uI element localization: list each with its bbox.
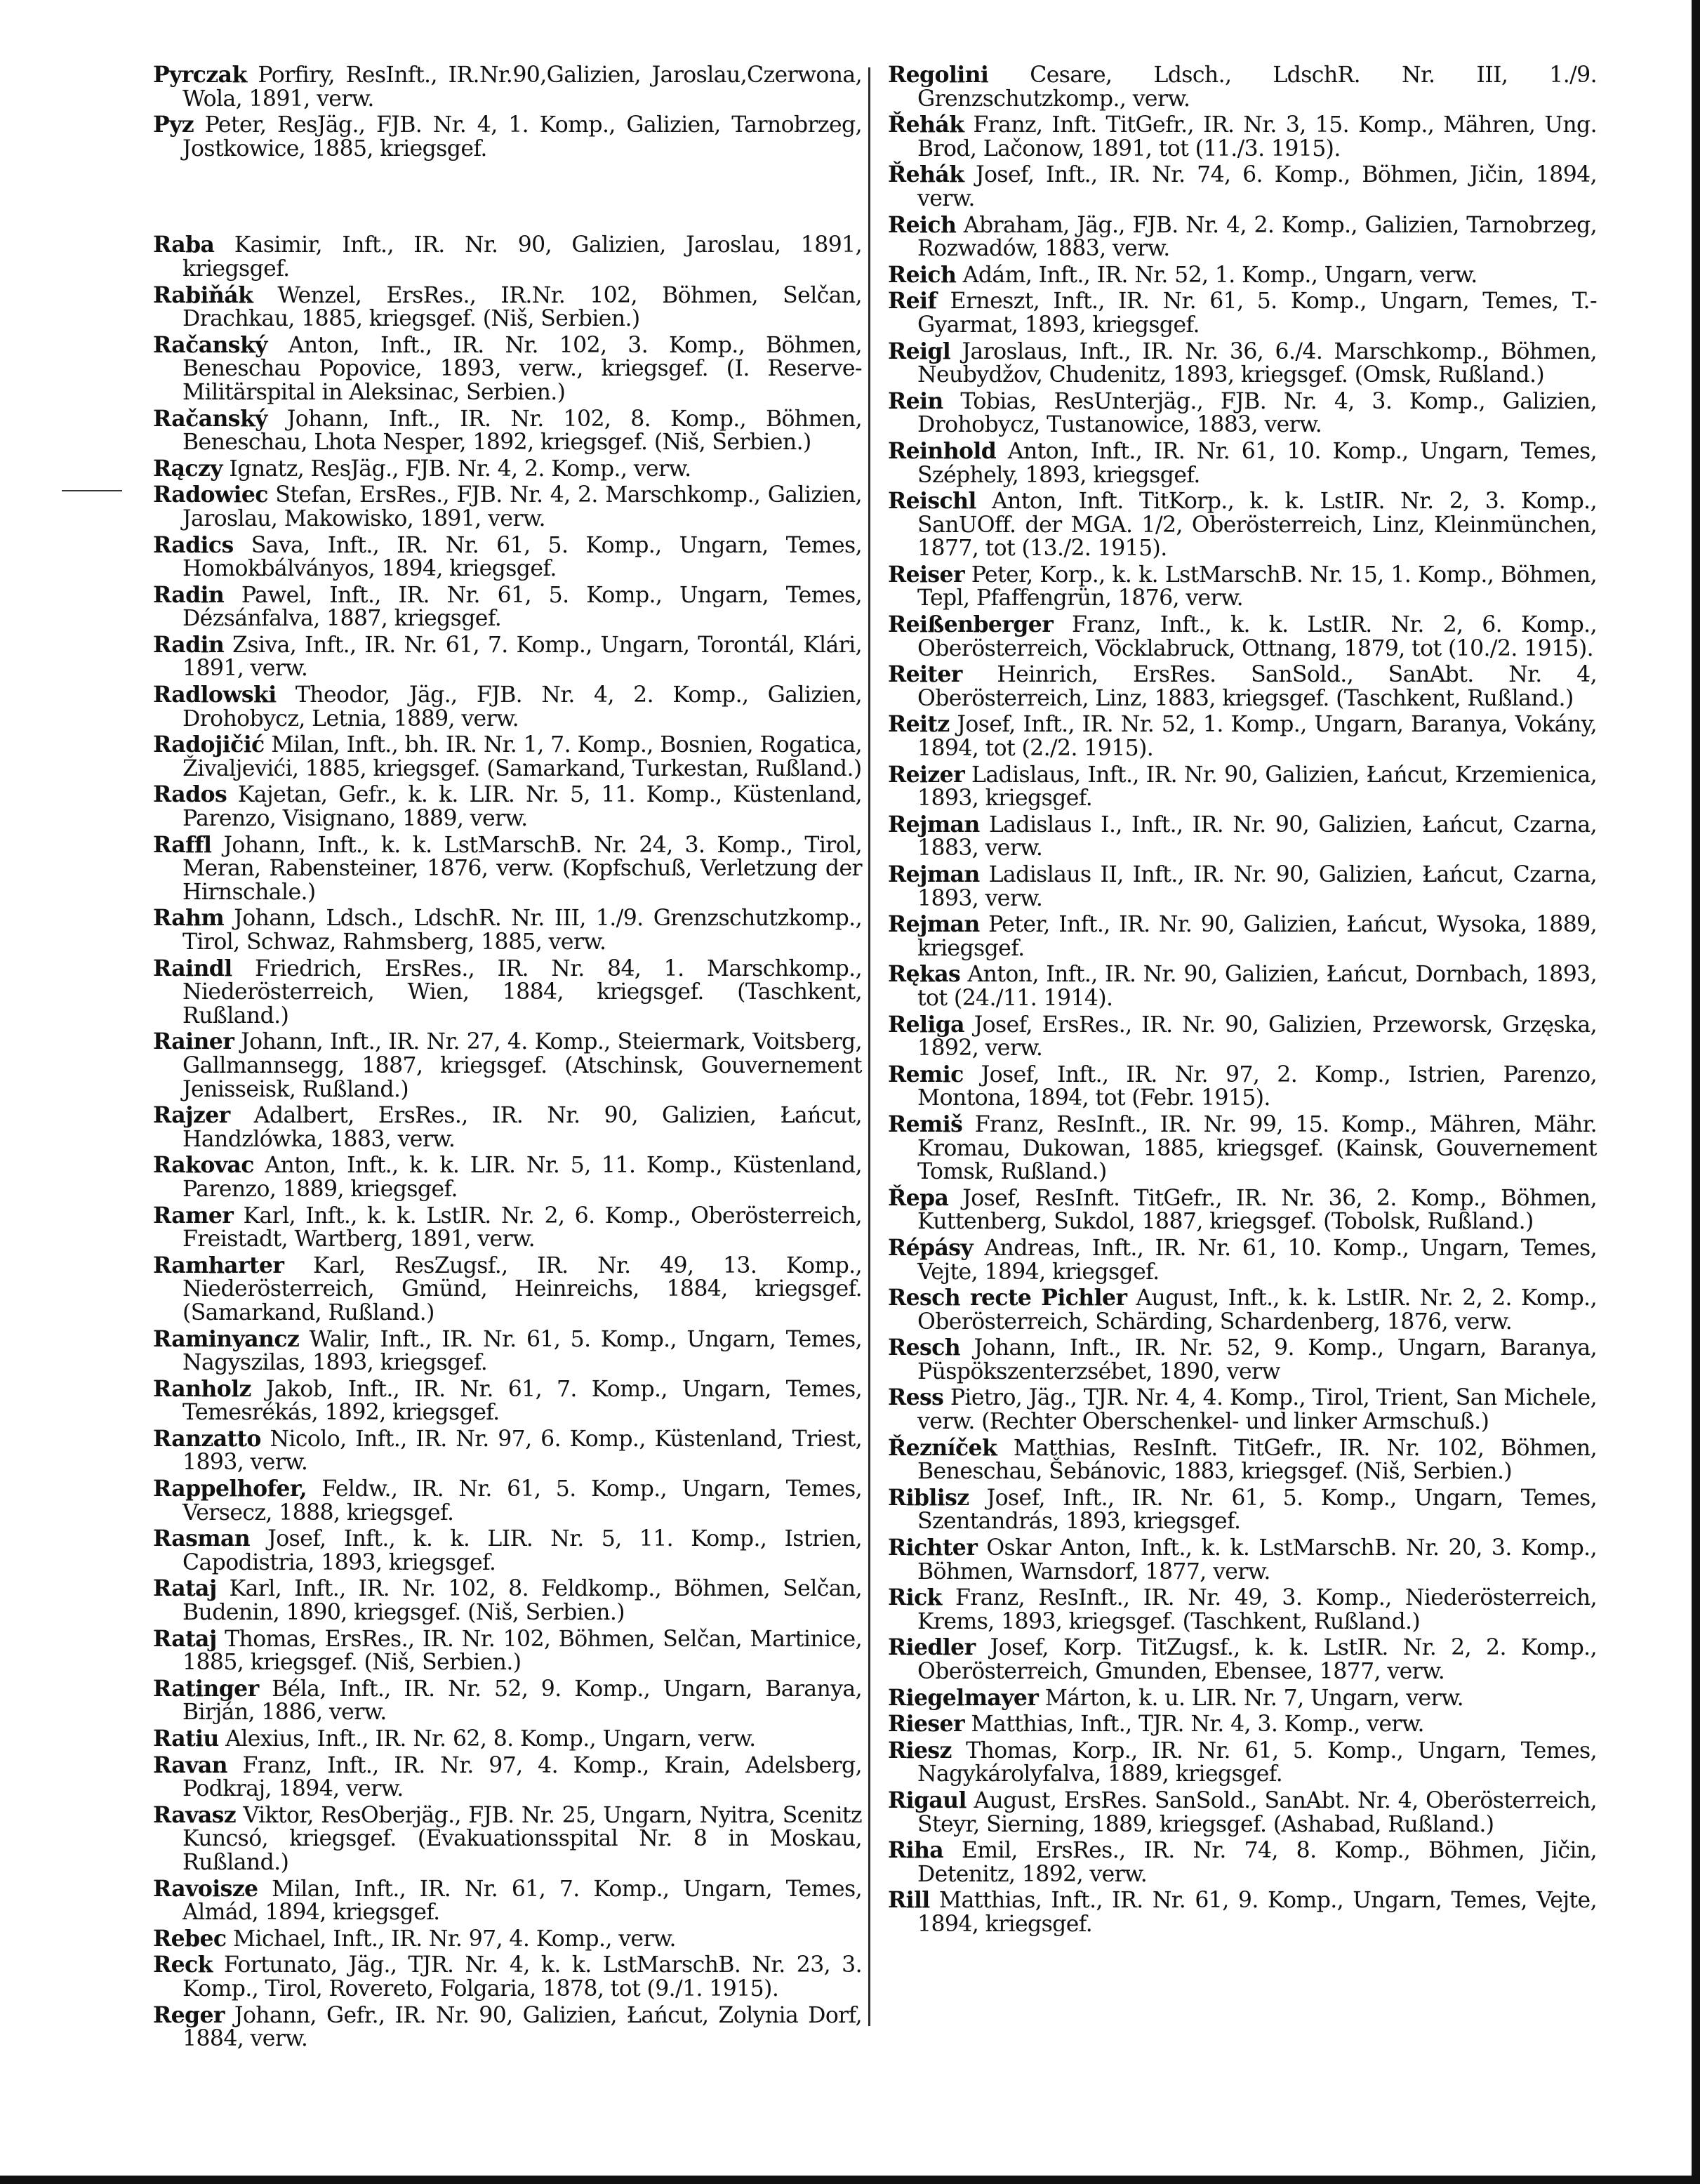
entry-details: Márton, k. u. LIR. Nr. 7, Ungarn, verw. — [1038, 1685, 1464, 1711]
scan-edge-right — [1692, 0, 1700, 2184]
casualty-entry — [153, 733, 862, 781]
casualty-entry — [153, 1377, 862, 1425]
entry-surname: Rejman — [888, 811, 980, 838]
entry-details: Porfiry, ResInft., IR.Nr.90,Galizien, Jaroslau,Czerwona, Wola, 1891, verw. — [182, 62, 862, 112]
entry-details: Ladislaus, Inft., IR. Nr. 90, Galizien, Łańcut, Krzemienica, 1893, kriegsgef. — [917, 762, 1597, 812]
casualty-entry — [153, 783, 862, 830]
casualty-entry — [153, 407, 862, 455]
entry-details: Nicolo, Inft., IR. Nr. 97, 6. Komp., Küstenland, Triest, 1893, verw. — [182, 1426, 862, 1476]
entry-details: Johann, Gefr., IR. Nr. 90, Galizien, Łańcut, Zolynia Dorf, 1884, verw. — [182, 2002, 862, 2052]
entry-surname: Račanský — [153, 405, 267, 432]
entry-details: Johann, Inft., k. k. LstMarschB. Nr. 24, 3. Komp., Tirol, Meran, Rabensteiner, 1876, verw. (Kopfschuß, Verletzung der Hirnschale.) — [182, 832, 862, 905]
casualty-entry — [888, 663, 1597, 710]
casualty-entry — [153, 1254, 862, 1325]
entry-surname: Reißenberger — [888, 611, 1054, 638]
casualty-entry — [888, 962, 1597, 1010]
entry-surname: Rill — [888, 1887, 930, 1914]
entry-surname: Rahm — [153, 905, 225, 932]
casualty-entry — [888, 439, 1597, 487]
entry-surname: Račanský — [153, 331, 267, 358]
entry-details: Milan, Inft., bh. IR. Nr. 1, 7. Komp., Bosnien, Rogatica, Živaljevići, 1885, kriegsgef. (Samarkand, Turkestan, Rußland.) — [182, 732, 862, 781]
casualty-entry — [153, 233, 862, 281]
entry-details: Michael, Inft., IR. Nr. 97, 4. Komp., verw. — [226, 1926, 676, 1952]
entry-surname: Rebec — [153, 1925, 227, 1952]
entry-surname: Pyrczak — [153, 62, 247, 88]
casualty-entry — [153, 333, 862, 405]
entry-surname: Radojičić — [153, 732, 265, 758]
entry-surname: Rabiňák — [153, 282, 253, 308]
entry-surname: Radin — [153, 631, 225, 658]
casualty-entry — [153, 531, 862, 582]
entry-details: Karl, Inft., IR. Nr. 102, 8. Feldkomp., Böhmen, Selčan, Budenin, 1890, kriegsgef. (Niš, Serbien.) — [182, 1576, 862, 1626]
casualty-entry — [153, 1627, 862, 1675]
right-column — [888, 63, 1597, 1939]
entry-surname: Rappelhofer, — [153, 1476, 307, 1502]
entry-details: Erneszt, Inft., IR. Nr. 61, 5. Komp., Ungarn, Temes, T.-Gyarmat, 1893, kriegsgef. — [917, 289, 1597, 338]
entry-surname: Reischl — [888, 488, 976, 515]
entry-surname: Ress — [888, 1384, 944, 1411]
entry-surname: Rataj — [153, 1575, 217, 1602]
entry-details: Matthias, Inft., TJR. Nr. 4, 3. Komp., verw. — [964, 1712, 1424, 1738]
entry-details: Stefan, ErsRes., FJB. Nr. 4, 2. Marschkomp., Galizien, Jaroslau, Makowisko, 1891, verw. — [182, 482, 862, 531]
entry-surname: Rączy — [153, 455, 223, 482]
entry-surname: Raffl — [153, 831, 212, 858]
entry-details: Pietro, Jäg., TJR. Nr. 4, 4. Komp., Tirol, Trient, San Michele, verw. (Rechter Oberschenkel- und linker Armschuß.) — [917, 1385, 1597, 1435]
entry-details: Walir, Inft., IR. Nr. 61, 5. Komp., Ungarn, Temes, Nagyszilas, 1893, kriegsgef. — [182, 1326, 862, 1376]
casualty-entry — [153, 957, 862, 1028]
entry-surname: Rejman — [888, 861, 980, 887]
entry-surname: Ranholz — [153, 1375, 251, 1402]
casualty-entry — [153, 1104, 862, 1151]
entry-surname: Radics — [153, 531, 234, 558]
entry-details: Oskar Anton, Inft., k. k. LstMarschB. Nr. 20, 3. Komp., Böhmen, Warnsdorf, 1877, verw. — [917, 1535, 1597, 1584]
entry-surname: Radowiec — [153, 482, 268, 508]
entry-details: Peter, ResJäg., FJB. Nr. 4, 1. Komp., Galizien, Tarnobrzeg, Jostkowice, 1885, kriegsgef. — [182, 112, 862, 161]
entry-surname: Riedler — [888, 1634, 976, 1661]
entry-details: Anton, Inft. TitKorp., k. k. LstIR. Nr. 2, 3. Komp., SanUOff. der MGA. 1/2, Oberösterreich, Linz, Kleinmünchen, 1877, tot (13./2. 1915). — [917, 489, 1597, 562]
casualty-entry — [153, 483, 862, 531]
casualty-entry — [153, 1953, 862, 2001]
entry-surname: Resch recte Pichler — [888, 1285, 1127, 1311]
entry-surname: Radin — [153, 581, 225, 608]
entry-details: Josef, Inft., IR. Nr. 52, 1. Komp., Ungarn, Baranya, Vokány, 1894, tot (2./2. 1915). — [917, 712, 1597, 762]
entry-surname: Rainer — [153, 1028, 234, 1055]
entry-details: Josef, Inft., IR. Nr. 61, 5. Komp., Ungarn, Temes, Szentandrás, 1893, kriegsgef. — [917, 1485, 1597, 1535]
casualty-entry — [153, 906, 862, 954]
entry-surname: Řehák — [888, 112, 964, 138]
entry-surname: Riegelmayer — [888, 1684, 1039, 1711]
casualty-entry — [888, 713, 1597, 760]
entry-details: Tobias, ResUnterjäg., FJB. Nr. 4, 3. Komp., Galizien, Drohobycz, Tustanowice, 1883, verw. — [917, 388, 1597, 438]
entry-surname: Ratinger — [153, 1675, 259, 1702]
entry-details: Peter, Korp., k. k. LstMarschB. Nr. 15, 1. Komp., Böhmen, Tepl, Pfaffengrün, 1876, verw. — [917, 562, 1597, 611]
casualty-entry — [888, 763, 1597, 811]
entry-details: Theodor, Jäg., FJB. Nr. 4, 2. Komp., Galizien, Drohobycz, Letnia, 1889, verw. — [182, 682, 862, 732]
entry-surname: Řepa — [888, 1184, 949, 1211]
entry-details: Viktor, ResOberjäg., FJB. Nr. 25, Ungarn, Nyitra, Scenitz Kuncsó, kriegsgef. (Evakuationsspital Nr. 8 in Moskau, Rußland.) — [182, 1802, 862, 1875]
entry-details: Pawel, Inft., IR. Nr. 61, 5. Komp., Ungarn, Temes, Dézsánfalva, 1887, kriegsgef. — [182, 582, 862, 632]
entry-details: Anton, Inft., k. k. LIR. Nr. 5, 11. Komp., Küstenland, Parenzo, 1889, kriegsgef. — [182, 1153, 862, 1202]
entry-surname: Riblisz — [888, 1484, 969, 1511]
entry-details: Thomas, ErsRes., IR. Nr. 102, Böhmen, Selčan, Martinice, 1885, kriegsgef. (Niš, Serbien.) — [182, 1626, 862, 1676]
casualty-entry — [888, 1636, 1597, 1683]
casualty-entry — [888, 1386, 1597, 1434]
entry-details: Karl, Inft., k. k. LstIR. Nr. 2, 6. Komp., Oberösterreich, Freistadt, Wartberg, 1891, verw. — [182, 1203, 862, 1252]
casualty-entry — [888, 613, 1597, 661]
casualty-entry — [153, 1754, 862, 1801]
entry-details: Franz, Inft. TitGefr., IR. Nr. 3, 15. Komp., Mähren, Ung. Brod, Lačonow, 1891, tot (11./3. 1915). — [917, 112, 1597, 161]
casualty-entry — [888, 563, 1597, 611]
entry-surname: Rejman — [888, 911, 980, 938]
entry-details: Franz, ResInft., IR. Nr. 49, 3. Komp., Niederösterreich, Krems, 1893, kriegsgef. (Taschkent, Rußland.) — [917, 1585, 1597, 1634]
casualty-entry — [153, 1030, 862, 1101]
entry-details: Matthias, ResInft. TitGefr., IR. Nr. 102, Böhmen, Beneschau, Šebánovic, 1883, kriegsgef. (Niš, Serbien.) — [917, 1435, 1597, 1485]
entry-surname: Religa — [888, 1011, 964, 1038]
casualty-entry — [888, 213, 1597, 261]
casualty-entry — [153, 1877, 862, 1925]
casualty-entry — [888, 63, 1597, 111]
entry-surname: Ramer — [153, 1202, 234, 1229]
casualty-entry — [888, 1686, 1597, 1711]
casualty-entry — [153, 1204, 862, 1252]
casualty-entry — [153, 683, 862, 731]
entry-details: Karl, ResZugsf., IR. Nr. 49, 13. Komp., Niederösterreich, Gmünd, Heinreichs, 1884, kriegsgef. (Samarkand, Rußland.) — [182, 1252, 862, 1325]
casualty-entry — [153, 833, 862, 905]
entry-details: Ignatz, ResJäg., FJB. Nr. 4, 2. Komp., verw. — [222, 456, 691, 482]
casualty-entry — [888, 1586, 1597, 1634]
entry-surname: Remic — [888, 1061, 964, 1087]
entry-details: Ladislaus II, Inft., IR. Nr. 90, Galizien, Łańcut, Czarna, 1893, verw. — [917, 862, 1597, 911]
entry-surname: Rein — [888, 388, 943, 414]
entry-surname: Reck — [153, 1952, 213, 1978]
entry-details: Friedrich, ErsRes., IR. Nr. 84, 1. Marschkomp., Niederösterreich, Wien, 1884, kriegsgef. (Taschkent, Rußland.) — [182, 955, 862, 1028]
entry-surname: Reiter — [888, 661, 962, 688]
entry-surname: Reich — [888, 261, 957, 288]
casualty-entry — [153, 1577, 862, 1624]
entry-details: Kajetan, Gefr., k. k. LIR. Nr. 5, 11. Komp., Küstenland, Parenzo, Visignano, 1889, verw. — [182, 782, 862, 832]
entry-surname: Rękas — [888, 961, 961, 988]
entry-surname: Reiser — [888, 561, 964, 588]
casualty-entry — [888, 163, 1597, 211]
entry-details: Andreas, Inft., IR. Nr. 61, 10. Komp., Ungarn, Temes, Vejte, 1894, kriegsgef. — [917, 1235, 1597, 1285]
entry-surname: Resch — [888, 1335, 961, 1361]
casualty-entry — [153, 457, 862, 482]
margin-mark — [62, 490, 122, 491]
casualty-entry — [153, 284, 862, 331]
entry-surname: Répásy — [888, 1234, 974, 1261]
entry-surname: Remiš — [888, 1111, 963, 1137]
casualty-entry — [888, 1839, 1597, 1886]
entry-surname: Raindl — [153, 955, 232, 981]
casualty-entry — [153, 63, 862, 111]
entry-surname: Rajzer — [153, 1102, 230, 1129]
entry-surname: Regolini — [888, 62, 989, 88]
entry-details: Abraham, Jäg., FJB. Nr. 4, 2. Komp., Galizien, Tarnobrzeg, Rozwadów, 1883, verw. — [917, 212, 1597, 262]
entry-details: Cesare, Ldsch., LdschR. Nr. III, 1./9. Grenzschutzkomp., verw. — [917, 62, 1597, 112]
casualty-entry — [153, 583, 862, 631]
entry-surname: Ravoisze — [153, 1875, 258, 1902]
casualty-entry — [888, 1013, 1597, 1061]
entry-surname: Raba — [153, 232, 215, 258]
entry-details: August, Inft., k. k. LstIR. Nr. 2, 2. Komp., Oberösterreich, Schärding, Schardenberg, 1876, verw. — [917, 1285, 1597, 1335]
entry-surname: Pyz — [153, 112, 194, 138]
casualty-entry — [888, 289, 1597, 337]
entry-details: Wenzel, ErsRes., IR.Nr. 102, Böhmen, Selčan, Drachkau, 1885, kriegsgef. (Niš, Serbien.) — [182, 282, 862, 332]
casualty-entry — [888, 1486, 1597, 1534]
entry-details: Anton, Inft., IR. Nr. 102, 3. Komp., Böhmen, Beneschau Popovice, 1893, verw., kriegsgef. (I. Reserve-Militärspital in Aleksinac, Serbien.) — [182, 332, 862, 405]
entry-surname: Ranzatto — [153, 1425, 261, 1452]
entry-details: Josef, Inft., k. k. LIR. Nr. 5, 11. Komp., Istrien, Capodistria, 1893, kriegsgef. — [182, 1526, 862, 1575]
casualty-entry — [888, 1789, 1597, 1836]
left-column — [153, 63, 862, 2053]
entry-surname: Riesz — [888, 1737, 952, 1763]
entry-details: Franz, Inft., k. k. LstIR. Nr. 2, 6. Komp., Oberösterreich, Vöcklabruck, Ottnang, 1879, tot (10./2. 1915). — [917, 612, 1597, 661]
casualty-entry — [888, 1436, 1597, 1484]
entry-surname: Reich — [888, 211, 957, 238]
entry-details: Anton, Inft., IR. Nr. 90, Galizien, Łańcut, Dornbach, 1893, tot (24./11. 1914). — [917, 962, 1597, 1011]
entry-details: Emil, ErsRes., IR. Nr. 74, 8. Komp., Böhmen, Jičin, Detenitz, 1892, verw. — [917, 1838, 1597, 1887]
entry-surname: Řezníček — [888, 1434, 997, 1461]
entry-details: Ladislaus I., Inft., IR. Nr. 90, Galizien, Łańcut, Czarna, 1883, verw. — [917, 812, 1597, 861]
entry-surname: Rataj — [153, 1625, 217, 1652]
casualty-entry — [153, 1927, 862, 1952]
casualty-entry — [153, 633, 862, 681]
casualty-entry — [888, 1739, 1597, 1787]
entry-surname: Rigaul — [888, 1787, 967, 1813]
entry-surname: Reger — [153, 2001, 225, 2028]
entry-surname: Reif — [888, 288, 937, 315]
entry-surname: Ravasz — [153, 1801, 237, 1828]
casualty-entry — [153, 1527, 862, 1575]
casualty-entry — [888, 113, 1597, 161]
casualty-entry — [888, 913, 1597, 960]
entry-surname: Rieser — [888, 1711, 964, 1738]
entry-surname: Rasman — [153, 1526, 251, 1552]
entry-details: Josef, ResInft. TitGefr., IR. Nr. 36, 2. Komp., Böhmen, Kuttenberg, Sukdol, 1887, kriegsgef. (Tobolsk, Rußland.) — [917, 1185, 1597, 1235]
entry-surname: Ramharter — [153, 1252, 284, 1278]
casualty-entry — [888, 813, 1597, 861]
casualty-entry — [888, 863, 1597, 911]
casualty-entry — [888, 1186, 1597, 1234]
entry-details: Feldw., IR. Nr. 61, 5. Komp., Ungarn, Temes, Versecz, 1888, kriegsgef. — [182, 1476, 862, 1526]
entry-surname: Ratiu — [153, 1726, 219, 1752]
entry-details: Josef, Inft., IR. Nr. 97, 2. Komp., Istrien, Parenzo, Montona, 1894, tot (Febr. 1915). — [917, 1061, 1597, 1111]
casualty-entry — [153, 2001, 862, 2052]
entry-surname: Rakovac — [153, 1152, 254, 1179]
casualty-entry — [153, 1427, 862, 1475]
entry-surname: Rados — [153, 781, 227, 808]
casualty-entry — [888, 340, 1597, 388]
entry-details: Anton, Inft., IR. Nr. 61, 10. Komp., Ungarn, Temes, Széphely, 1893, kriegsgef. — [917, 438, 1597, 488]
casualty-entry — [153, 1477, 862, 1525]
entry-details: Zsiva, Inft., IR. Nr. 61, 7. Komp., Ungarn, Torontál, Klári, 1891, verw. — [182, 632, 862, 682]
entry-details: August, ErsRes. SanSold., SanAbt. Nr. 4, Oberösterreich, Steyr, Sierning, 1889, kriegsgef. (Ashabad, Rußland.) — [917, 1787, 1597, 1837]
casualty-entry — [888, 1236, 1597, 1284]
entry-details: Josef, ErsRes., IR. Nr. 90, Galizien, Przeworsk, Grzęska, 1892, verw. — [917, 1012, 1597, 1061]
casualty-entry — [888, 1113, 1597, 1184]
section-gap — [153, 163, 862, 233]
entry-details: Josef, Korp. TitZugsf., k. k. LstIR. Nr. 2, 2. Komp., Oberösterreich, Gmunden, Ebensee, 1877, verw. — [917, 1635, 1597, 1684]
entry-details: Johann, Inft., IR. Nr. 102, 8. Komp., Böhmen, Beneschau, Lhota Nesper, 1892, kriegsgef. (Niš, Serbien.) — [182, 406, 862, 456]
entry-details: Johann, Ldsch., LdschR. Nr. III, 1./9. Grenzschutzkomp., Tirol, Schwaz, Rahmsberg, 1885, verw. — [182, 906, 862, 955]
entry-surname: Riha — [888, 1837, 944, 1864]
entry-details: Béla, Inft., IR. Nr. 52, 9. Komp., Ungarn, Baranya, Birján, 1886, verw. — [182, 1676, 862, 1726]
entry-surname: Reigl — [888, 338, 951, 364]
casualty-entry — [888, 1712, 1597, 1737]
entry-details: Kasimir, Inft., IR. Nr. 90, Galizien, Jaroslau, 1891, kriegsgef. — [182, 232, 862, 282]
entry-surname: Řehák — [888, 161, 964, 188]
casualty-entry — [888, 1063, 1597, 1111]
entry-details: Adalbert, ErsRes., IR. Nr. 90, Galizien, Łańcut, Handzlówka, 1883, verw. — [182, 1103, 862, 1152]
entry-details: Alexius, Inft., IR. Nr. 62, 8. Komp., Ungarn, verw. — [218, 1726, 756, 1752]
entry-details: Jakob, Inft., IR. Nr. 61, 7. Komp., Ungarn, Temes, Temesrékás, 1892, kriegsgef. — [182, 1376, 862, 1426]
casualty-entry — [153, 1325, 862, 1376]
casualty-entry — [153, 1727, 862, 1752]
entry-details: Franz, Inft., IR. Nr. 97, 4. Komp., Krain, Adelsberg, Podkraj, 1894, verw. — [182, 1752, 862, 1802]
entry-details: Adám, Inft., IR. Nr. 52, 1. Komp., Ungarn, verw. — [956, 262, 1477, 288]
entry-details: Sava, Inft., IR. Nr. 61, 5. Komp., Ungarn, Temes, Homokbálványos, 1894, kriegsgef. — [182, 532, 862, 582]
entry-details: Jaroslaus, Inft., IR. Nr. 36, 6./4. Marschkomp., Böhmen, Neubydžov, Chudenitz, 1893, kriegsgef. (Omsk, Rußland.) — [917, 338, 1597, 388]
casualty-entry — [888, 1336, 1597, 1384]
entry-details: Milan, Inft., IR. Nr. 61, 7. Komp., Ungarn, Temes, Almád, 1894, kriegsgef. — [182, 1876, 862, 1926]
casualty-entry — [153, 1153, 862, 1201]
entry-details: Heinrich, ErsRes. SanSold., SanAbt. Nr. 4, Oberösterreich, Linz, 1883, kriegsgef. (Taschkent, Rußland.) — [917, 662, 1597, 711]
casualty-entry — [888, 1888, 1597, 1936]
entry-surname: Reizer — [888, 761, 965, 788]
entry-details: Thomas, Korp., IR. Nr. 61, 5. Komp., Ungarn, Temes, Nagykárolyfalva, 1889, kriegsgef. — [917, 1738, 1597, 1787]
casualty-entry — [888, 1286, 1597, 1334]
entry-details: Peter, Inft., IR. Nr. 90, Galizien, Łańcut, Wysoka, 1889, kriegsgef. — [917, 912, 1597, 961]
entry-surname: Ravan — [153, 1752, 227, 1778]
entry-surname: Richter — [888, 1535, 978, 1561]
entry-details: Josef, Inft., IR. Nr. 74, 6. Komp., Böhmen, Jičin, 1894, verw. — [917, 162, 1597, 211]
scan-edge-bottom — [0, 2176, 1700, 2184]
casualty-entry — [888, 390, 1597, 437]
entry-details: Johann, Inft., IR. Nr. 52, 9. Komp., Ungarn, Baranya, Püspökszenterzsébet, 1890, verw — [917, 1335, 1597, 1384]
casualty-entry — [153, 1677, 862, 1725]
entry-details: Fortunato, Jäg., TJR. Nr. 4, k. k. LstMarschB. Nr. 23, 3. Komp., Tirol, Rovereto, Folgaria, 1878, tot (9./1. 1915). — [182, 1952, 862, 2001]
entry-details: Matthias, Inft., IR. Nr. 61, 9. Komp., Ungarn, Temes, Vejte, 1894, kriegsgef. — [917, 1888, 1597, 1937]
entry-surname: Rick — [888, 1584, 942, 1611]
casualty-entry — [888, 1536, 1597, 1584]
entry-surname: Reinhold — [888, 437, 997, 464]
entry-surname: Raminyancz — [153, 1325, 300, 1352]
casualty-entry — [153, 113, 862, 161]
casualty-entry — [153, 1801, 862, 1875]
entry-surname: Reitz — [888, 711, 950, 738]
entry-details: Johann, Inft., IR. Nr. 27, 4. Komp., Steiermark, Voitsberg, Gallmannsegg, 1887, kriegsgef. (Atschinsk, Gouvernement Jenisseisk, Rußland.) — [182, 1029, 862, 1102]
entry-surname: Radlowski — [153, 682, 277, 708]
casualty-entry — [888, 263, 1597, 288]
column-divider — [868, 67, 870, 2026]
casualty-entry — [888, 489, 1597, 561]
entry-details: Franz, ResInft., IR. Nr. 99, 15. Komp., Mähren, Mähr. Kromau, Dukowan, 1885, kriegsgef. (Kainsk, Gouvernement Tomsk, Rußland.) — [917, 1111, 1597, 1185]
